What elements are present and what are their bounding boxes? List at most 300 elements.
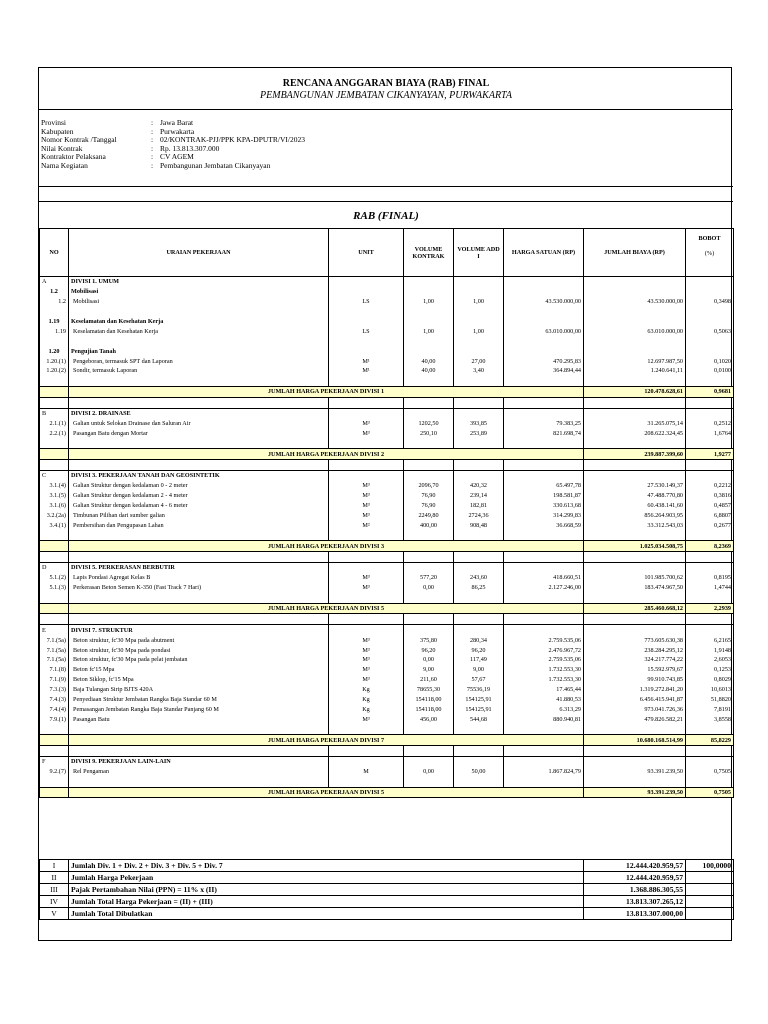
table-row bbox=[40, 552, 734, 563]
item-jumlah-biaya: 238.284.295,12 bbox=[584, 645, 686, 655]
cell-empty bbox=[40, 552, 69, 563]
cell-empty bbox=[686, 562, 734, 572]
cell-empty bbox=[504, 317, 584, 327]
item-no: 9.2.(7) bbox=[40, 767, 69, 777]
subtotal-bobot: 1,9277 bbox=[686, 449, 734, 460]
division-row bbox=[40, 277, 734, 287]
col-bobot bbox=[686, 229, 734, 277]
subtotal-bobot: 85,8229 bbox=[686, 735, 734, 746]
item-harga-satuan: 2.759.535,06 bbox=[504, 655, 584, 665]
summary-row bbox=[40, 872, 734, 884]
item-volume-kontrak: 375,80 bbox=[404, 635, 454, 645]
subtotal-row bbox=[40, 541, 734, 552]
item-jumlah-biaya: 856.264.903,95 bbox=[584, 510, 686, 520]
summary-value: 13.813.307.265,12 bbox=[584, 896, 686, 908]
cell-empty bbox=[329, 287, 404, 297]
cell-empty bbox=[504, 460, 584, 471]
item-row bbox=[40, 510, 734, 520]
item-bobot: 1,4744 bbox=[686, 583, 734, 593]
col-harga-satuan: HARGA SATUAN (RP) bbox=[504, 229, 584, 277]
cell-empty bbox=[404, 336, 454, 346]
item-unit: M³ bbox=[329, 481, 404, 491]
item-unit: LS bbox=[329, 297, 404, 307]
subtotal-bobot: 0,7505 bbox=[686, 787, 734, 798]
rab-table bbox=[39, 228, 734, 798]
item-jumlah-biaya: 43.530.000,00 bbox=[584, 297, 686, 307]
col-unit: UNIT bbox=[329, 229, 404, 277]
item-volume-add: 86,25 bbox=[454, 583, 504, 593]
info-key: Kabupaten bbox=[41, 126, 74, 136]
cell-empty bbox=[69, 376, 329, 386]
item-volume-add: 117,49 bbox=[454, 655, 504, 665]
divider bbox=[39, 201, 733, 202]
item-no: 5.1.(3) bbox=[40, 583, 69, 593]
info-value: Pembangunan Jembatan Cikanyayan bbox=[160, 160, 271, 170]
item-row bbox=[40, 583, 734, 593]
cell-empty bbox=[40, 593, 69, 603]
subtotal-label: JUMLAH HARGA PEKERJAAN DIVISI 3 bbox=[69, 541, 584, 552]
cell-empty bbox=[69, 724, 329, 734]
cell-empty bbox=[454, 724, 504, 734]
cell-empty bbox=[504, 562, 584, 572]
item-volume-kontrak: 1,00 bbox=[404, 326, 454, 336]
item-no: 1.20.(2) bbox=[40, 366, 69, 376]
item-bobot: 0,0100 bbox=[686, 366, 734, 376]
item-description: Galian Struktur dengan kedalaman 0 - 2 meter bbox=[69, 481, 329, 491]
cell-empty bbox=[686, 438, 734, 448]
cell-empty bbox=[40, 777, 69, 787]
item-harga-satuan: 6.313,29 bbox=[504, 704, 584, 714]
item-volume-add: 544,68 bbox=[454, 714, 504, 724]
cell-empty bbox=[686, 625, 734, 635]
item-description: Pengeboran, termasuk SPT dan Laporan bbox=[69, 356, 329, 366]
item-jumlah-biaya: 99.910.743,85 bbox=[584, 675, 686, 685]
item-description: Beton struktur, fc'30 Mpa pada abutment bbox=[69, 635, 329, 645]
cell-empty bbox=[329, 397, 404, 408]
division-code: D bbox=[40, 562, 69, 572]
info-key: Nilai Kontrak bbox=[41, 143, 83, 153]
cell-empty bbox=[454, 408, 504, 418]
cell-empty bbox=[584, 460, 686, 471]
summary-label: Pajak Pertambahan Nilai (PPN) = 11% x (II) bbox=[69, 884, 584, 896]
division-row bbox=[40, 408, 734, 418]
cell-empty bbox=[504, 777, 584, 787]
item-unit: M¹ bbox=[329, 356, 404, 366]
item-bobot: 0,4857 bbox=[686, 501, 734, 511]
item-bobot: 0,3816 bbox=[686, 491, 734, 501]
cell-empty bbox=[329, 277, 404, 287]
cell-empty bbox=[329, 346, 404, 356]
table-row bbox=[40, 777, 734, 787]
item-jumlah-biaya: 973.041.726,36 bbox=[584, 704, 686, 714]
item-row bbox=[40, 675, 734, 685]
cell-empty bbox=[454, 307, 504, 317]
item-volume-kontrak: 40,00 bbox=[404, 356, 454, 366]
cell-empty bbox=[454, 562, 504, 572]
item-harga-satuan: 1.732.553,30 bbox=[504, 675, 584, 685]
group-code: 1.19 bbox=[40, 317, 69, 327]
item-no: 3.1.(4) bbox=[40, 481, 69, 491]
item-bobot: 0,2677 bbox=[686, 520, 734, 530]
item-volume-kontrak: 96,20 bbox=[404, 645, 454, 655]
division-name: DIVISI 3. PEKERJAAN TANAH DAN GEOSINTETIK bbox=[69, 470, 329, 480]
cell-empty bbox=[404, 530, 454, 540]
item-no: 3.2.(2a) bbox=[40, 510, 69, 520]
subtotal-row bbox=[40, 603, 734, 614]
item-unit: M² bbox=[329, 520, 404, 530]
item-harga-satuan: 330.613,68 bbox=[504, 501, 584, 511]
cell-empty bbox=[584, 287, 686, 297]
item-row bbox=[40, 520, 734, 530]
item-no: 7.3.(3) bbox=[40, 685, 69, 695]
cell-empty bbox=[40, 438, 69, 448]
info-colon: : bbox=[151, 152, 154, 162]
cell-empty bbox=[40, 787, 69, 798]
summary-table bbox=[39, 859, 734, 920]
division-row bbox=[40, 562, 734, 572]
item-description: Pemasangan Jembatan Rangka Baja Standar Panjang 60 M bbox=[69, 704, 329, 714]
cell-empty bbox=[584, 408, 686, 418]
cell-empty bbox=[686, 614, 734, 625]
item-unit: M³ bbox=[329, 428, 404, 438]
cell-empty bbox=[454, 460, 504, 471]
cell-empty bbox=[686, 460, 734, 471]
item-description: Lapis Pondasi Agregat Kelas B bbox=[69, 573, 329, 583]
info-value: CV AGEM bbox=[160, 152, 194, 162]
col-volume-kontrak: VOLUME KONTRAK bbox=[404, 229, 454, 277]
item-bobot: 0,5063 bbox=[686, 326, 734, 336]
cell-empty bbox=[454, 438, 504, 448]
group-name: Keselamatan dan Kesehatan Kerja bbox=[69, 317, 329, 327]
divider bbox=[39, 109, 733, 110]
item-description: Timbunan Pilihan dari sumber galian bbox=[69, 510, 329, 520]
item-description: Penyediaan Struktur Jembatan Rangka Baja Standar 60 M bbox=[69, 695, 329, 705]
item-row bbox=[40, 714, 734, 724]
subtotal-row bbox=[40, 787, 734, 798]
cell-empty bbox=[454, 277, 504, 287]
item-row bbox=[40, 418, 734, 428]
cell-empty bbox=[584, 724, 686, 734]
item-row bbox=[40, 573, 734, 583]
item-volume-kontrak: 9,00 bbox=[404, 665, 454, 675]
table-row bbox=[40, 745, 734, 756]
cell-empty bbox=[454, 317, 504, 327]
item-jumlah-biaya: 47.488.770,80 bbox=[584, 491, 686, 501]
col-uraian: URAIAN PEKERJAAN bbox=[69, 229, 329, 277]
cell-empty bbox=[404, 287, 454, 297]
subtotal-label: JUMLAH HARGA PEKERJAAN DIVISI 7 bbox=[69, 735, 584, 746]
summary-bobot bbox=[686, 896, 734, 908]
item-unit: M³ bbox=[329, 583, 404, 593]
item-bobot: 51,8820 bbox=[686, 695, 734, 705]
summary-row bbox=[40, 860, 734, 872]
group-row bbox=[40, 317, 734, 327]
cell-empty bbox=[40, 376, 69, 386]
cell-empty bbox=[329, 756, 404, 766]
cell-empty bbox=[584, 307, 686, 317]
division-name: DIVISI 9. PEKERJAAN LAIN-LAIN bbox=[69, 756, 329, 766]
cell-empty bbox=[686, 552, 734, 563]
item-no: 1.2 bbox=[40, 297, 69, 307]
subtotal-row bbox=[40, 449, 734, 460]
cell-empty bbox=[584, 438, 686, 448]
cell-empty bbox=[329, 724, 404, 734]
cell-empty bbox=[686, 756, 734, 766]
col-no: NO bbox=[40, 229, 69, 277]
rab-sheet bbox=[38, 67, 732, 941]
item-volume-kontrak: 400,00 bbox=[404, 520, 454, 530]
cell-empty bbox=[329, 777, 404, 787]
cell-empty bbox=[69, 460, 329, 471]
cell-empty bbox=[404, 593, 454, 603]
item-no: 7.1.(5a) bbox=[40, 635, 69, 645]
subtotal-value: 120.478.628,61 bbox=[584, 386, 686, 397]
item-bobot: 0,1020 bbox=[686, 356, 734, 366]
subtotal-label: JUMLAH HARGA PEKERJAAN DIVISI 1 bbox=[69, 386, 584, 397]
cell-empty bbox=[404, 307, 454, 317]
division-name: DIVISI 2. DRAINASE bbox=[69, 408, 329, 418]
item-volume-add: 154125,91 bbox=[454, 704, 504, 714]
cell-empty bbox=[686, 397, 734, 408]
item-bobot: 3,8558 bbox=[686, 714, 734, 724]
cell-empty bbox=[686, 317, 734, 327]
cell-empty bbox=[404, 625, 454, 635]
cell-empty bbox=[686, 593, 734, 603]
cell-empty bbox=[329, 593, 404, 603]
cell-empty bbox=[329, 408, 404, 418]
item-no: 2.2.(1) bbox=[40, 428, 69, 438]
table-row bbox=[40, 593, 734, 603]
item-description: Beton Siklop, fc'15 Mpa bbox=[69, 675, 329, 685]
item-harga-satuan: 821.698,74 bbox=[504, 428, 584, 438]
item-jumlah-biaya: 15.592.979,67 bbox=[584, 665, 686, 675]
col-jumlah-biaya: JUMLAH BIAYA (RP) bbox=[584, 229, 686, 277]
cell-empty bbox=[584, 593, 686, 603]
item-jumlah-biaya: 6.456.415.941,87 bbox=[584, 695, 686, 705]
division-row bbox=[40, 625, 734, 635]
item-unit: M³ bbox=[329, 655, 404, 665]
cell-empty bbox=[584, 777, 686, 787]
item-harga-satuan: 2.476.967,72 bbox=[504, 645, 584, 655]
cell-empty bbox=[584, 336, 686, 346]
cell-empty bbox=[686, 724, 734, 734]
cell-empty bbox=[584, 346, 686, 356]
summary-bobot bbox=[686, 908, 734, 920]
item-row bbox=[40, 645, 734, 655]
item-jumlah-biaya: 324.217.774,22 bbox=[584, 655, 686, 665]
item-row bbox=[40, 685, 734, 695]
item-volume-kontrak: 2249,80 bbox=[404, 510, 454, 520]
item-no: 7.1.(9) bbox=[40, 675, 69, 685]
item-volume-kontrak: 1,00 bbox=[404, 297, 454, 307]
item-volume-add: 182,81 bbox=[454, 501, 504, 511]
item-volume-add: 9,00 bbox=[454, 665, 504, 675]
cell-empty bbox=[329, 376, 404, 386]
cell-empty bbox=[584, 625, 686, 635]
item-harga-satuan: 880.940,81 bbox=[504, 714, 584, 724]
cell-empty bbox=[584, 614, 686, 625]
group-name: Pengujian Tanah bbox=[69, 346, 329, 356]
cell-empty bbox=[329, 745, 404, 756]
item-unit: Kg bbox=[329, 704, 404, 714]
item-unit: M³ bbox=[329, 635, 404, 645]
cell-empty bbox=[404, 460, 454, 471]
summary-label: Jumlah Div. 1 + Div. 2 + Div. 3 + Div. 5 + Div. 7 bbox=[69, 860, 584, 872]
summary-no: III bbox=[40, 884, 69, 896]
item-volume-kontrak: 0,00 bbox=[404, 767, 454, 777]
group-row bbox=[40, 287, 734, 297]
cell-empty bbox=[454, 552, 504, 563]
item-unit: Kg bbox=[329, 695, 404, 705]
cell-empty bbox=[584, 397, 686, 408]
item-volume-kontrak: 250,10 bbox=[404, 428, 454, 438]
cell-empty bbox=[404, 777, 454, 787]
division-code: C bbox=[40, 470, 69, 480]
summary-value: 1.368.886.305,55 bbox=[584, 884, 686, 896]
item-jumlah-biaya: 773.605.630,38 bbox=[584, 635, 686, 645]
cell-empty bbox=[504, 277, 584, 287]
item-bobot: 0,8195 bbox=[686, 573, 734, 583]
cell-empty bbox=[329, 336, 404, 346]
item-volume-kontrak: 0,00 bbox=[404, 583, 454, 593]
info-value: 02/KONTRAK-PJJ/PPK KPA-DPUTR/VI/2023 bbox=[160, 135, 305, 145]
info-row bbox=[41, 162, 305, 171]
cell-empty bbox=[329, 460, 404, 471]
item-unit: M¹ bbox=[329, 366, 404, 376]
item-no: 2.1.(1) bbox=[40, 418, 69, 428]
summary-value: 13.813.307.000,00 bbox=[584, 908, 686, 920]
cell-empty bbox=[329, 552, 404, 563]
item-bobot: 2,6053 bbox=[686, 655, 734, 665]
item-volume-kontrak: 76,90 bbox=[404, 501, 454, 511]
cell-empty bbox=[504, 530, 584, 540]
info-colon: : bbox=[151, 143, 154, 153]
cell-empty bbox=[584, 562, 686, 572]
cell-empty bbox=[404, 470, 454, 480]
division-row bbox=[40, 470, 734, 480]
item-row bbox=[40, 297, 734, 307]
cell-empty bbox=[504, 593, 584, 603]
item-jumlah-biaya: 31.265.075,14 bbox=[584, 418, 686, 428]
item-volume-add: 3,40 bbox=[454, 366, 504, 376]
cell-empty bbox=[40, 386, 69, 397]
info-value: Rp. 13.813.307.000 bbox=[160, 143, 220, 153]
cell-empty bbox=[404, 408, 454, 418]
cell-empty bbox=[686, 530, 734, 540]
table-row bbox=[40, 336, 734, 346]
table-row bbox=[40, 397, 734, 408]
table-row bbox=[40, 724, 734, 734]
cell-empty bbox=[454, 745, 504, 756]
item-volume-kontrak: 78655,30 bbox=[404, 685, 454, 695]
cell-empty bbox=[404, 562, 454, 572]
item-row bbox=[40, 491, 734, 501]
item-volume-add: 908,48 bbox=[454, 520, 504, 530]
cell-empty bbox=[584, 756, 686, 766]
item-volume-add: 2724,36 bbox=[454, 510, 504, 520]
cell-empty bbox=[504, 745, 584, 756]
item-jumlah-biaya: 12.697.987,50 bbox=[584, 356, 686, 366]
cell-empty bbox=[404, 745, 454, 756]
cell-empty bbox=[686, 470, 734, 480]
division-name: DIVISI 5. PERKERASAN BERBUTIR bbox=[69, 562, 329, 572]
item-description: Baja Tulangan Sirip BJTS 420A bbox=[69, 685, 329, 695]
item-harga-satuan: 2.759.535,06 bbox=[504, 635, 584, 645]
item-bobot: 1,6764 bbox=[686, 428, 734, 438]
cell-empty bbox=[404, 397, 454, 408]
table-row bbox=[40, 460, 734, 471]
cell-empty bbox=[404, 346, 454, 356]
item-bobot: 0,2512 bbox=[686, 418, 734, 428]
item-description: Pasangan Batu dengan Mortar bbox=[69, 428, 329, 438]
info-key: Nomor Kontrak /Tanggal bbox=[41, 135, 117, 145]
cell-empty bbox=[40, 614, 69, 625]
cell-empty bbox=[329, 625, 404, 635]
group-code: 1.2 bbox=[40, 287, 69, 297]
item-volume-kontrak: 2096,70 bbox=[404, 481, 454, 491]
item-jumlah-biaya: 60.438.141,60 bbox=[584, 501, 686, 511]
item-volume-kontrak: 0,00 bbox=[404, 655, 454, 665]
cell-empty bbox=[69, 777, 329, 787]
item-unit: M³ bbox=[329, 418, 404, 428]
col-volume-add: VOLUME ADD I bbox=[454, 229, 504, 277]
cell-empty bbox=[504, 470, 584, 480]
cell-empty bbox=[40, 724, 69, 734]
cell-empty bbox=[404, 724, 454, 734]
item-no: 3.4.(1) bbox=[40, 520, 69, 530]
item-description: Galian Struktur dengan kedalaman 4 - 6 meter bbox=[69, 501, 329, 511]
item-description: Beton struktur, fc'30 Mpa pada pelat jembatan bbox=[69, 655, 329, 665]
cell-empty bbox=[454, 287, 504, 297]
cell-empty bbox=[584, 530, 686, 540]
item-volume-add: 243,60 bbox=[454, 573, 504, 583]
cell-empty bbox=[40, 735, 69, 746]
item-row bbox=[40, 635, 734, 645]
item-no: 3.1.(6) bbox=[40, 501, 69, 511]
item-no: 7.1.(5a) bbox=[40, 645, 69, 655]
cell-empty bbox=[504, 756, 584, 766]
cell-empty bbox=[504, 376, 584, 386]
item-volume-add: 1,00 bbox=[454, 326, 504, 336]
item-volume-kontrak: 154118,00 bbox=[404, 695, 454, 705]
cell-empty bbox=[504, 552, 584, 563]
cell-empty bbox=[40, 541, 69, 552]
cell-empty bbox=[40, 397, 69, 408]
cell-empty bbox=[454, 614, 504, 625]
cell-empty bbox=[69, 552, 329, 563]
subtotal-row bbox=[40, 386, 734, 397]
cell-empty bbox=[69, 593, 329, 603]
cell-empty bbox=[454, 336, 504, 346]
summary-label: Jumlah Total Harga Pekerjaan = (II) + (III) bbox=[69, 896, 584, 908]
subtotal-row bbox=[40, 735, 734, 746]
item-bobot: 10,6013 bbox=[686, 685, 734, 695]
item-row bbox=[40, 366, 734, 376]
cell-empty bbox=[686, 287, 734, 297]
cell-empty bbox=[69, 745, 329, 756]
item-no: 7.1.(8) bbox=[40, 665, 69, 675]
item-no: 7.4.(3) bbox=[40, 695, 69, 705]
group-row bbox=[40, 346, 734, 356]
cell-empty bbox=[454, 376, 504, 386]
item-harga-satuan: 2.127.246,00 bbox=[504, 583, 584, 593]
rab-title: RAB (FINAL) bbox=[353, 210, 419, 222]
subtotal-value: 10.680.168.514,99 bbox=[584, 735, 686, 746]
item-row bbox=[40, 665, 734, 675]
item-row bbox=[40, 704, 734, 714]
item-row bbox=[40, 356, 734, 366]
cell-empty bbox=[454, 593, 504, 603]
